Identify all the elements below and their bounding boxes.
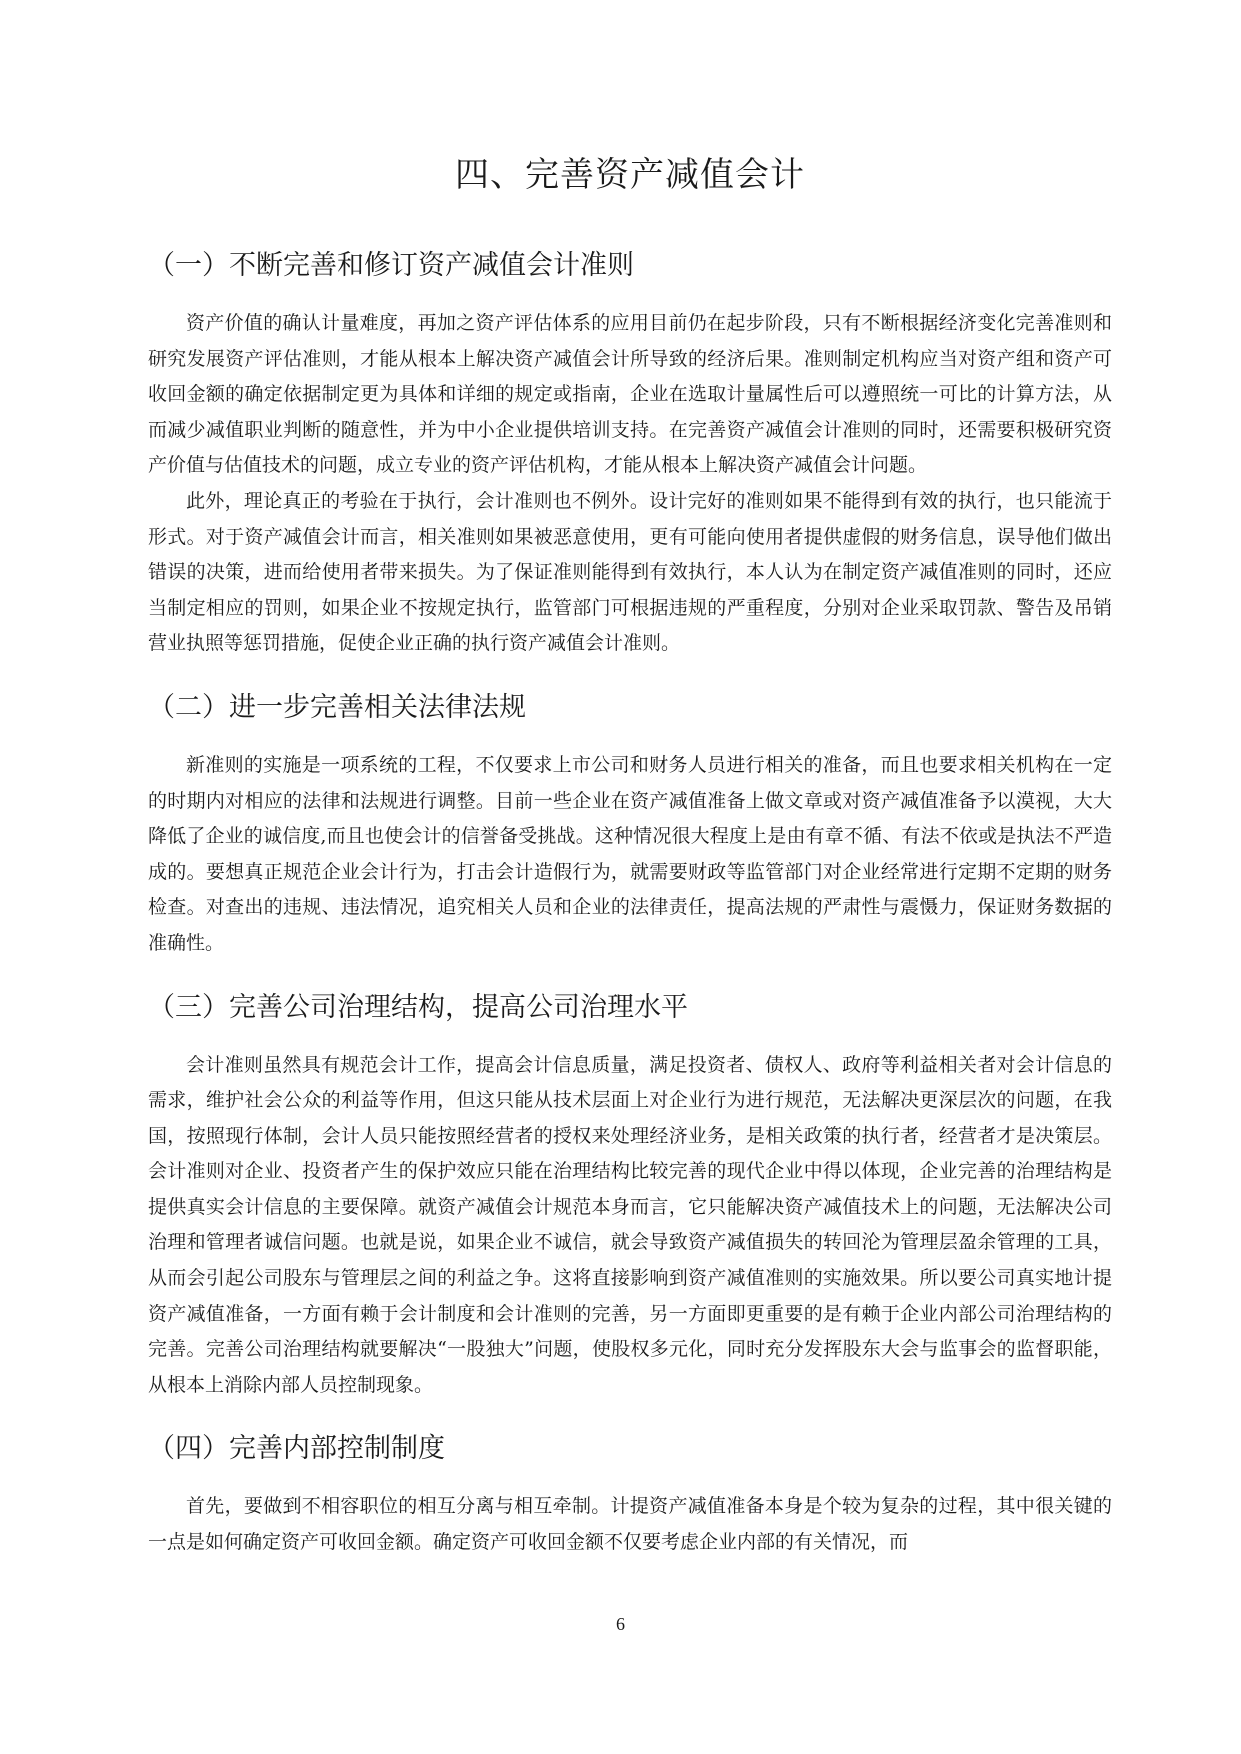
page-content [148,150,1112,1561]
section-heading: （四）完善内部控制制度 [148,1433,445,1465]
chapter-title: 四、完善资产减值会计 [455,155,805,195]
page-number: 6 [616,1614,625,1634]
section-3 [148,988,1112,1404]
section-heading: （二）进一步完善相关法律法规 [148,691,526,723]
paragraph: 会计准则虽然具有规范会计工作，提高会计信息质量，满足投资者、债权人、政府等利益相关者对会计信息的需求，维护社会公众的利益等作用，但这只能从技术层面上对企业行为进行规范，无法解决更深层次的问题，在我国，按照现行体制，会计人员只能按照经营者的授权来处理经济业务，是相关政策的执行者，经营者才是决策层。会计准则对企业、投资者产生的保护效应只能在治理结构比较完善的现代企业中得以体现，企业完善的治理结构是提供真实会计信息的主要保障。就资产减值会计规范本身而言，它只能解决资产减值技术上的问题，无法解决公司治理和管理者诚信问题。也就是说，如果企业不诚信，就会导致资产减值损失的转回沦为管理层盈余管理的工具，从而会引起公司股东与管理层之间的利益之争。这将直接影响到资产减值准则的实施效果。所以要公司真实地计提资产减值准备，一方面有赖于会计制度和会计准则的完善，另一方面即更重要的是有赖于企业内部公司治理结构的完善。完善公司治理结构就要解决“一股独大”问题，使股权多元化，同时充分发挥股东大会与监事会的监督职能，从根本上消除内部人员控制现象。 [148,1053,1112,1396]
section-heading: （一）不断完善和修订资产减值会计准则 [148,250,634,281]
paragraph: 首先，要做到不相容职位的相互分离与相互牵制。计提资产减值准备本身是个较为复杂的过程，其中很关键的一点是如何确定资产可收回金额。确定资产可收回金额不仅要考虑企业内部的有关情况，而 [148,1495,1112,1554]
section-4 [148,1429,1112,1560]
section-heading: （三）完善公司治理结构，提高公司治理水平 [148,991,688,1023]
section-2 [148,688,1112,962]
paragraph: 资产价值的确认计量难度，再加之资产评估体系的应用目前仍在起步阶段，只有不断根据经济变化完善准则和研究发展资产评估准则，才能从根本上解决资产减值会计所导致的经济后果。准则制定机构应当对资产组和资产可收回金额的确定依据制定更为具体和详细的规定或指南，企业在选取计量属性后可以遵照统一可比的计算方法，从而减少减值职业判断的随意性，并为中小企业提供培训支持。在完善资产减值会计准则的同时，还需要积极研究资产价值与估值技术的问题，成立专业的资产评估机构，才能从根本上解决资产减值会计问题。 [148,312,1112,477]
section-1 [148,246,1112,662]
paragraph: 此外，理论真正的考验在于执行，会计准则也不例外。设计完好的准则如果不能得到有效的执行，也只能流于形式。对于资产减值会计而言，相关准则如果被恶意使用，更有可能向使用者提供虚假的财务信息，误导他们做出错误的决策，进而给使用者带来损失。为了保证准则能得到有效执行，本人认为在制定资产减值准则的同时，还应当制定相应的罚则，如果企业不按规定执行，监管部门可根据违规的严重程度，分别对企业采取罚款、警告及吊销营业执照等惩罚措施，促使企业正确的执行资产减值会计准则。 [148,489,1112,655]
paragraph: 新准则的实施是一项系统的工程，不仅要求上市公司和财务人员进行相关的准备，而且也要求相关机构在一定的时期内对相应的法律和法规进行调整。目前一些企业在资产减值准备上做文章或对资产减值准备予以漠视，大大降低了企业的诚信度,而且也使会计的信誉备受挑战。这种情况很大程度上是由有章不循、有法不依或是执法不严造成的。要想真正规范企业会计行为，打击会计造假行为，就需要财政等监管部门对企业经常进行定期不定期的财务检查。对查出的违规、违法情况，追究相关人员和企业的法律责任，提高法规的严肃性与震慑力，保证财务数据的准确性。 [148,753,1112,954]
